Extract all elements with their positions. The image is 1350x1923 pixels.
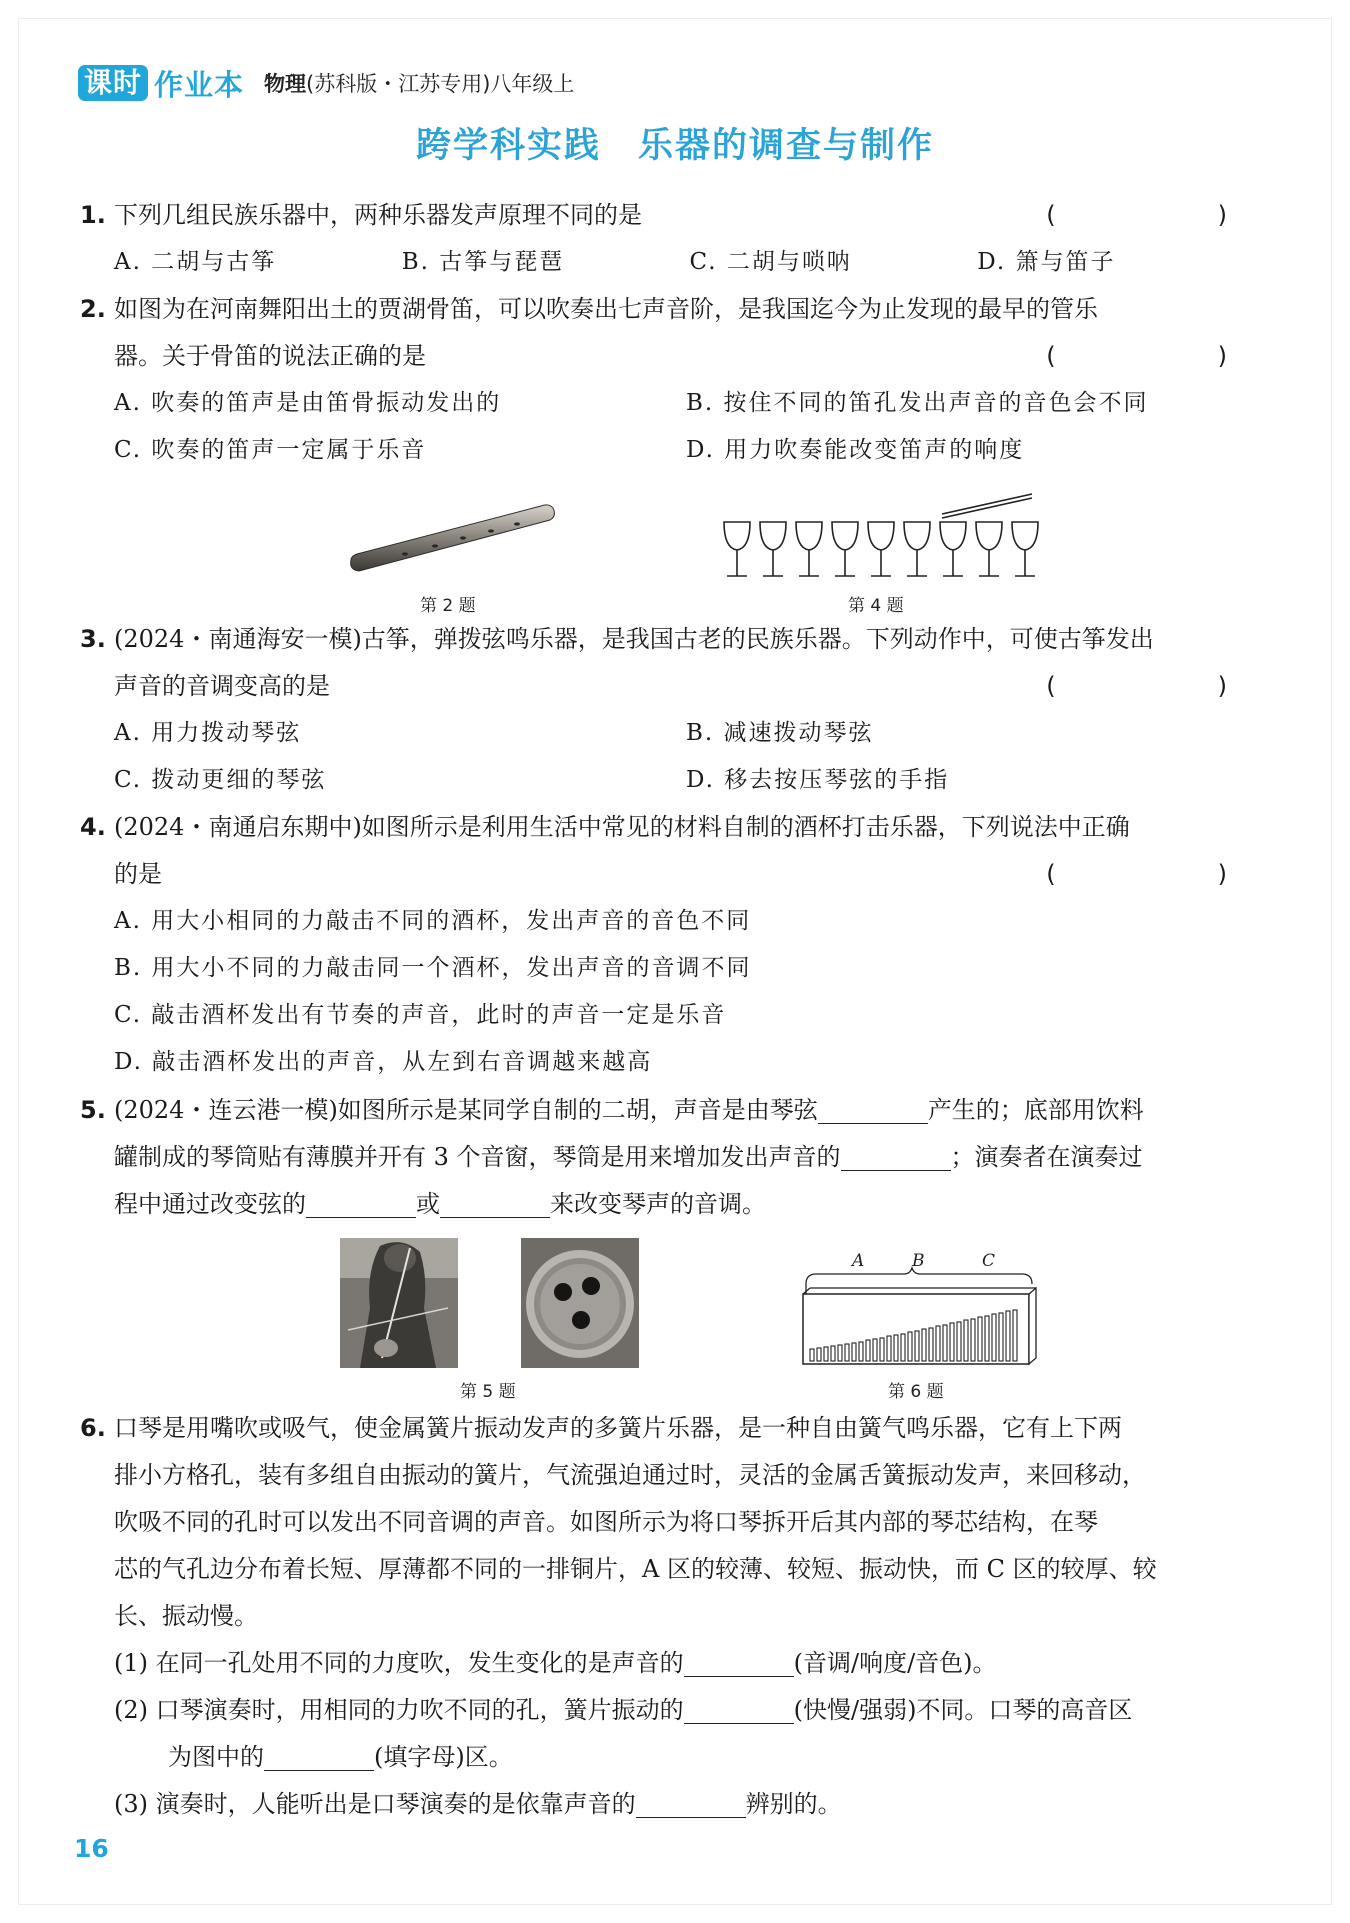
question-stem-line1: (2024・南通启东期中)如图所示是利用生活中常见的材料自制的酒杯打击乐器，下列说法中正确 [114,813,1130,841]
logo-text: 作业本 [154,67,245,102]
question-5 [80,1087,1265,1228]
q6-sub1-hint: (音调/响度/音色)。 [793,1649,997,1677]
q6-line-3: 吹吸不同的孔时可以发出不同音调的声音。如图所示为将口琴拆开后其内部的琴芯结构，在琴 [114,1508,1098,1536]
bone-flute-figure [345,498,560,578]
q5-text-7: 来改变琴声的音调。 [550,1190,766,1218]
options [80,427,1265,474]
option-d: D. 箫与笛子 [977,249,1116,275]
option-c: C. 拨动更细的琴弦 [114,767,327,793]
header-subject [264,68,574,98]
q6-sub-1 [80,1640,1265,1687]
q6-line-5: 长、振动慢。 [114,1602,258,1630]
option-a: A. 二胡与古筝 [114,249,277,275]
answer-bracket: ( ) [1046,201,1265,229]
option-d: D. 移去按压琴弦的手指 [686,767,950,793]
chopstick [942,494,1032,518]
option-d: D. 敲击酒杯发出的声音，从左到右音调越来越高 [114,1049,653,1075]
q6-sub2-text2: 为图中的 [168,1743,264,1771]
question-number: 1. [80,201,106,229]
option-b: B. 古筝与琵琶 [401,249,565,275]
answer-blank[interactable] [440,1187,550,1218]
question-2 [80,286,1265,474]
q6-sub3-text: (3) 演奏时，人能听出是口琴演奏的是依靠声音的 [114,1790,636,1818]
question-stem-line2: 声音的音调变高的是 [114,672,330,700]
answer-bracket: ( ) [1046,860,1265,888]
q6-sub-2-cont [80,1734,1265,1781]
question-stem-line1: (2024・南通海安一模)古筝，弹拨弦鸣乐器，是我国古老的民族乐器。下列动作中，可使古筝发出 [114,625,1154,653]
q6-sub3-tail: 辨别的。 [745,1790,842,1818]
figure-2-caption: 第 2 题 [420,596,476,616]
answer-blank[interactable] [684,1693,794,1724]
answer-blank[interactable] [636,1787,746,1818]
section-title: 跨学科实践 乐器的调查与制作 [415,126,934,166]
answer-bracket: ( ) [1046,672,1265,700]
question-stem-line2: 器。关于骨笛的说法正确的是 [114,342,426,370]
options [80,380,1265,427]
wine-glasses-figure [720,490,1040,585]
q5-text-4: ；演奏者在演奏过 [950,1143,1143,1171]
zone-label-c: C [982,1251,996,1271]
option-a: A. 用力拨动琴弦 [114,720,302,746]
erhu-player-photo [340,1238,458,1368]
q5-text-1: (2024・连云港一模)如图所示是某同学自制的二胡，声音是由琴弦 [114,1096,818,1124]
q6-sub-2 [80,1687,1265,1734]
option-d: D. 用力吹奏能改变笛声的响度 [686,437,1025,463]
options [80,757,1265,804]
question-number: 3. [80,625,106,653]
q6-sub2-text: (2) 口琴演奏时，用相同的力吹不同的孔，簧片振动的 [114,1696,684,1724]
question-number: 2. [80,295,106,323]
option-b: B. 减速拨动琴弦 [686,720,874,746]
logo-box: 课时 [78,65,148,101]
options [80,710,1265,757]
question-4 [80,804,1265,1086]
option-c: C. 吹奏的笛声一定属于乐音 [114,437,427,463]
question-3 [80,616,1265,804]
q5-text-3: 罐制成的琴筒贴有薄膜并开有 3 个音窗，琴筒是用来增加发出声音的 [114,1143,841,1171]
subject-name: 物理 [264,72,307,96]
option-c: C. 二胡与唢呐 [689,249,852,275]
q6-line-1: 口琴是用嘴吹或吸气，使金属簧片振动发声的多簧片乐器，是一种自由簧气鸣乐器，它有上下两 [114,1414,1122,1442]
q6-sub1-text: (1) 在同一孔处用不同的力度吹，发生变化的是声音的 [114,1649,684,1677]
figure-6-caption: 第 6 题 [888,1382,944,1402]
q6-sub-3 [80,1781,1265,1828]
question-stem-line2: 的是 [114,860,162,888]
answer-blank[interactable] [264,1740,374,1771]
zone-label-a: A [852,1251,865,1271]
q5-text-2: 产生的；底部用饮料 [927,1096,1144,1124]
question-stem-line1: 如图为在河南舞阳出土的贾湖骨笛，可以吹奏出七声音阶，是我国迄今为止发现的最早的管乐 [114,295,1098,323]
question-6 [80,1405,1265,1828]
option-a: A. 吹奏的笛声是由笛骨振动发出的 [114,390,502,416]
answer-blank[interactable] [684,1646,794,1677]
question-1 [80,192,1265,286]
answer-blank[interactable] [818,1093,928,1124]
q5-text-6: 或 [416,1190,440,1218]
page-number: 16 [74,1834,109,1863]
brand-logo [78,64,244,102]
question-stem: 下列几组民族乐器中，两种乐器发声原理不同的是 [114,201,642,229]
options [80,239,1265,286]
q6-sub2-hint2: (填字母)区。 [374,1743,513,1771]
option-c: C. 敲击酒杯发出有节奏的声音，此时的声音一定是乐音 [114,1002,727,1028]
erhu-can-photo [521,1238,639,1368]
q6-line-4: 芯的气孔边分布着长短、厚薄都不同的一排铜片，A 区的较薄、较短、振动快，而 C 区的较厚、较 [114,1555,1157,1583]
option-b: B. 用大小不同的力敲击同一个酒杯，发出声音的音调不同 [114,955,752,981]
figure-5-caption: 第 5 题 [460,1382,516,1402]
figure-4-caption: 第 4 题 [848,596,904,616]
glass-1 [724,522,750,576]
zone-label-b: B [912,1251,925,1271]
edition: (苏科版・江苏专用)八年级上 [306,72,575,96]
q5-text-5: 程中通过改变弦的 [114,1190,306,1218]
page-header [78,60,574,106]
option-b: B. 按住不同的笛孔发出声音的音色会不同 [686,390,1149,416]
harmonica-reed-figure [800,1250,1040,1375]
option-a: A. 用大小相同的力敲击不同的酒杯，发出声音的音色不同 [114,908,752,934]
q6-line-2: 排小方格孔，装有多组自由振动的簧片，气流强迫通过时，灵活的金属舌簧振动发声，来回移动， [114,1461,1146,1489]
q6-sub2-hint: (快慢/强弱)不同。口琴的高音区 [793,1696,1133,1724]
question-number: 4. [80,813,106,841]
answer-blank[interactable] [306,1187,416,1218]
answer-bracket: ( ) [1046,342,1265,370]
answer-blank[interactable] [841,1140,951,1171]
question-number: 6. [80,1414,106,1442]
question-number: 5. [80,1096,106,1124]
